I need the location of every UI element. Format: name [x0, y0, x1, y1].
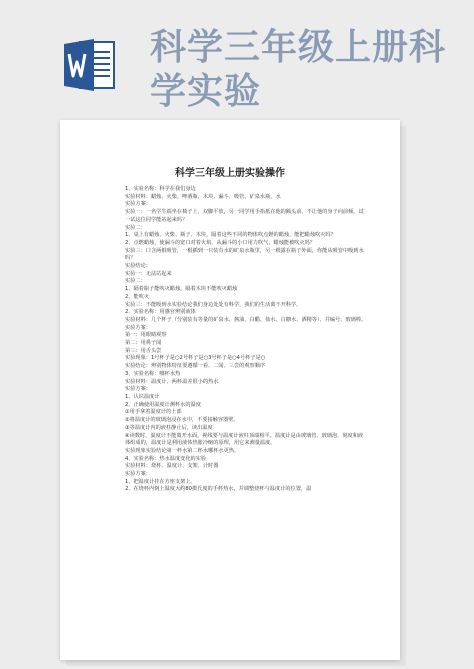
document-line: 1、隔着瓶子能吹灭蜡烛，隔着木块不能吹灭蜡烛 [125, 286, 238, 293]
document-line: 实验现象实验结论第一杯水第二杯水哪杯水更热。 [125, 447, 240, 454]
document-line: 实验一：无法站起来 [125, 270, 172, 277]
document-line: 实验三：不能吸到水实验结论我们身边处处有科学，我们的生活离不开科学。 [125, 301, 302, 308]
document-line: 实验材料：几个杯子（分别装有等量的矿泉水、酱油、白醋、盐水、白糖水、酒精等）、并编号、玻璃棒。 [125, 316, 367, 323]
document-line: 实验结论： [125, 263, 151, 270]
document-line: 1、桌上有蜡烛、火柴、瓶子、木块，隔着这些不同的物体吹点燃的蜡烛，能把蜡烛吹灭吗？ [125, 232, 336, 239]
document-line: 实验方案： [125, 201, 151, 208]
document-line: 实验方案： [125, 386, 151, 393]
document-line: 第一：用眼睛观察 [125, 332, 167, 339]
document-line: 实验方案： [125, 324, 151, 331]
document-line: 实验二： [125, 278, 146, 285]
document-line: ③等温度计内的液柱静止后，读出温度 [125, 424, 213, 431]
document-line: 实验材料：温度计、两杯温差很小的热水 [125, 378, 219, 385]
document-line: 实验结论：辨别物体特征要遵循一看、二闻、三尝的观察顺序 [125, 363, 266, 370]
document-line: 第三：用舌头尝 [125, 347, 162, 354]
document-line: 实验三：口含两根吸管，一根插到一只装有水的矿泉水瓶里，另一根露在瓶子外面，你能从吸管中吸到水吗？ [125, 247, 364, 262]
document-line: 2、在烧杯内倒上温度大约80摄氏度的手杯热水，并调整烧杯与温度计的位置，温 [125, 486, 312, 493]
document-line: 1、实验名称：科学在我们身边 [125, 186, 196, 192]
document-line: 实验二： [125, 224, 146, 231]
document-line: 实验材料：烧杯、温度计、支架、计时器 [125, 463, 219, 470]
document-line: 1、把温度计挂在方座支架上。 [125, 478, 196, 485]
document-line: 1、认识温度计 [125, 393, 160, 400]
document-line: 实验材料：蜡烛、火柴、啤酒瓶、木块、漏斗、吸管、矿泉水瓶、水 [125, 193, 281, 200]
document-line: 2、实验名称：用感官辨别液体 [125, 309, 196, 316]
document-line: 3、实验名称：哪杯水热 [125, 370, 181, 377]
document-line: 实验一：一名学生端坐在椅子上，双脚平放，另一同学用手指抵在他的额头前，不让他的身子向前倾。试一试这位同学能站起来吗？ [125, 209, 364, 223]
document-line: 2、能吹灭 [125, 293, 150, 300]
document-line: 4、实验名称：热水温度变化的实验 [125, 455, 207, 462]
document-body [116, 186, 368, 494]
document-line: ①用手拿着温度计的上部 [125, 409, 182, 416]
document-line: 2、正确使用温度计测杯水的温度 [125, 401, 201, 408]
banner [0, 0, 474, 110]
document-line: ④读数时，温度计不能离开水面，视线要与温度计液柱顶端相平。温度计是由玻璃管、玻璃泡、刻度和液体组成的，温度计是利用液体热胀冷缩的原理，用它来测量温度。 [125, 432, 364, 447]
document-line: ②将温度计的玻璃泡浸在水中，不要接触容器壁。 [125, 417, 239, 424]
document-title: 科学三年级上册实验操作 [175, 168, 285, 179]
document-line: 2、点燃蜡烛，使漏斗的宽口对着火焰，从漏斗的小口用力吹气，蜡烛能被吹灭吗？ [125, 239, 316, 246]
word-document-icon [62, 36, 118, 94]
document-line: 第二：用鼻子闻 [125, 340, 162, 347]
banner-title: 科学三年级上册科学实验 [150, 27, 447, 112]
document-line: 实验现象：1号杯子是○2号杯子是○3号杯子是○4号杯子是○ [125, 355, 266, 362]
document-line: 实验方案： [125, 471, 151, 478]
document-page [60, 120, 400, 660]
